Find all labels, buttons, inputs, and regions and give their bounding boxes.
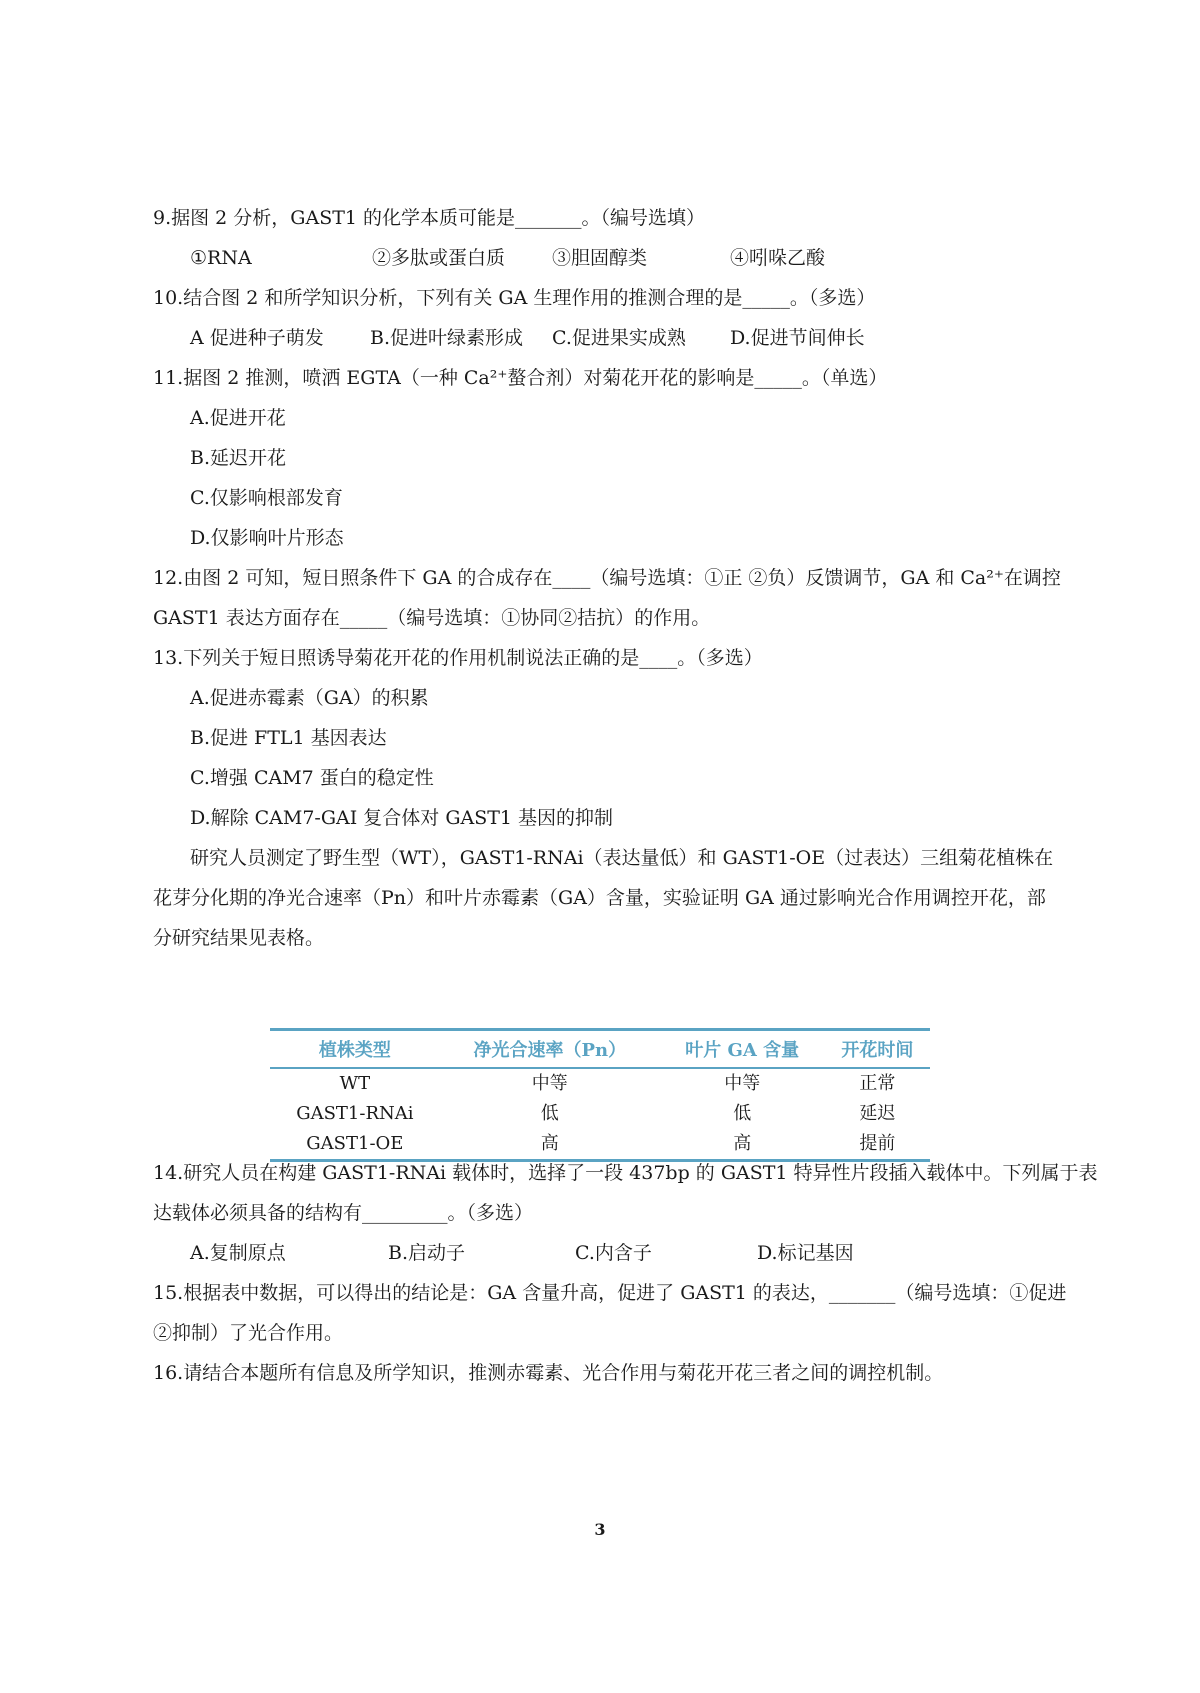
q13-option-b: B.促进 FTL1 基因表达 [190,727,387,749]
q10-option-d: D.促进节间伸长 [730,327,865,349]
table-cell: 低 [733,1103,752,1124]
result-table [270,1028,930,1162]
q16-stem: 16.请结合本题所有信息及所学知识，推测赤霉素、光合作用与菊花开花三者之间的调控机制。 [153,1362,944,1384]
intro-line-3: 分研究结果见表格。 [153,927,325,949]
q9-option-1: ①RNA [190,247,252,269]
table-row [270,1068,930,1099]
table-cell: 中等 [531,1073,568,1094]
q10-stem: 10.结合图 2 和所学知识分析，下列有关 GA 生理作用的推测合理的是_____。（多选） [153,287,876,309]
q13-stem: 13.下列关于短日照诱导菊花开花的作用机制说法正确的是____。（多选） [153,647,763,669]
q15-line-1: 15.根据表中数据，可以得出的结论是：GA 含量升高，促进了 GAST1 的表达，_______（编号选填：①促进 [153,1282,1067,1304]
q14-option-c: C.内含子 [575,1242,652,1264]
header-flowering-time: 开花时间 [825,1030,930,1069]
header-plant-type: 植株类型 [270,1030,440,1069]
q10-option-c: C.促进果实成熟 [552,327,686,349]
page-number: 3 [594,1520,606,1539]
q11-option-c: C.仅影响根部发育 [190,487,343,509]
q9-stem: 9.据图 2 分析，GAST1 的化学本质可能是_______。（编号选填） [153,207,706,229]
q10-option-a: A 促进种子萌发 [190,327,324,349]
table-cell: 高 [440,1129,660,1161]
q12-line-2: GAST1 表达方面存在_____（编号选填：①协同②拮抗）的作用。 [153,607,711,629]
table-cell: 提前 [825,1129,930,1161]
q14-line-1: 14.研究人员在构建 GAST1-RNAi 载体时，选择了一段 437bp 的 GAST1 特异性片段插入载体中。下列属于表 [153,1162,1098,1184]
q12-line-1: 12.由图 2 可知，短日照条件下 GA 的合成存在____（编号选填：①正 ②负）反馈调节，GA 和 Ca²⁺在调控 [153,567,1061,589]
table-header-row [270,1030,930,1069]
q9-option-4: ④吲哚乙酸 [730,247,826,269]
q15-line-2: ②抑制）了光合作用。 [153,1322,344,1344]
table-cell: 正常 [859,1073,896,1094]
q9-option-3: ③胆固醇类 [552,247,648,269]
table-cell: 低 [540,1103,559,1124]
q13-option-c: C.增强 CAM7 蛋白的稳定性 [190,767,434,789]
table-cell: 高 [660,1129,825,1161]
table-cell: 中等 [724,1073,761,1094]
intro-line-2: 花芽分化期的净光合速率（Pn）和叶片赤霉素（GA）含量，实验证明 GA 通过影响光合作用调控开花，部 [153,887,1046,909]
table-row [270,1129,930,1161]
table-row [270,1099,930,1129]
q13-option-d: D.解除 CAM7-GAI 复合体对 GAST1 基因的抑制 [190,807,614,829]
header-ga-content: 叶片 GA 含量 [660,1030,825,1069]
q13-option-a: A.促进赤霉素（GA）的积累 [190,687,429,709]
q11-option-d: D.仅影响叶片形态 [190,527,344,549]
intro-line-1: 研究人员测定了野生型（WT），GAST1-RNAi（表达量低）和 GAST1-OE（过表达）三组菊花植株在 [190,847,1054,869]
q14-line-2: 达载体必须具备的结构有_________。（多选） [153,1202,534,1224]
header-pn: 净光合速率（Pn） [440,1030,660,1069]
q14-option-d: D.标记基因 [757,1242,854,1264]
table-cell: WT [339,1073,371,1094]
q11-option-a: A.促进开花 [190,407,286,429]
q10-option-b: B.促进叶绿素形成 [370,327,524,349]
table-cell: GAST1-OE [270,1129,440,1161]
q9-option-2: ②多肽或蛋白质 [372,247,506,269]
table-cell: 延迟 [859,1103,896,1124]
q14-option-a: A.复制原点 [190,1242,286,1264]
q11-option-b: B.延迟开花 [190,447,287,469]
q14-option-b: B.启动子 [388,1242,466,1264]
q11-stem: 11.据图 2 推测，喷洒 EGTA（一种 Ca²⁺螯合剂）对菊花开花的影响是_____。（单选） [153,367,888,389]
table-cell: GAST1-RNAi [296,1103,414,1124]
